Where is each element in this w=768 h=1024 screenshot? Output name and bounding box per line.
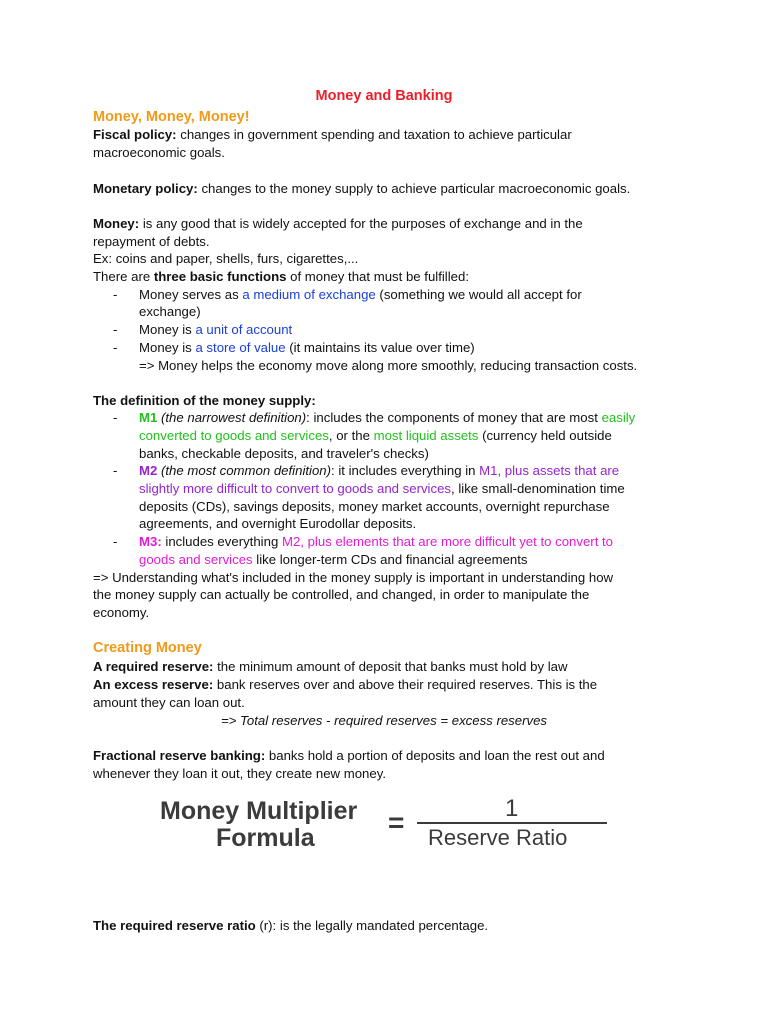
m3-label: M3: <box>139 534 162 549</box>
list-item <box>139 322 292 338</box>
m2-item-cont: deposits (CDs), savings deposits, money market accounts, overnight repurchase <box>139 499 610 514</box>
m1-text: (currency held outside <box>478 428 612 443</box>
m1-highlight: most liquid assets <box>373 428 479 443</box>
fiscal-policy-term: Fiscal policy: <box>93 127 177 142</box>
reserve-ratio-def: (r): is the legally mandated percentage. <box>255 918 489 933</box>
monetary-policy-term: Monetary policy: <box>93 181 198 196</box>
m2-highlight: slightly more difficult to convert to goods and services <box>139 481 452 496</box>
required-reserve-def: the minimum amount of deposit that banks must hold by law <box>213 659 568 674</box>
m3-item <box>139 534 613 550</box>
reserve-ratio-term: The required reserve ratio <box>93 918 256 933</box>
bullet-dash: - <box>113 340 118 355</box>
excess-reserve-line <box>93 677 597 693</box>
fractional-reserve-def-cont: whenever they loan it out, they create new money. <box>93 766 386 781</box>
list-item <box>139 340 475 356</box>
list-item-text: Money is <box>139 340 196 355</box>
bullet-dash: - <box>113 287 118 302</box>
m1-highlight: converted to goods and services <box>139 428 329 443</box>
functions-conclusion: => Money helps the economy move along more smoothly, reducing transaction costs. <box>139 358 638 373</box>
formula-denominator: Reserve Ratio <box>428 825 568 850</box>
money-supply-conclusion: => Understanding what's included in the money supply is important in understanding how <box>93 570 614 585</box>
m1-text: , or the <box>328 428 374 443</box>
m3-item-cont <box>139 552 528 568</box>
functions-intro-pre: There are <box>93 269 154 284</box>
reserve-ratio-line <box>93 918 488 934</box>
list-item-text: Money serves as <box>139 287 243 302</box>
formula-numerator: 1 <box>505 795 519 822</box>
formula-left-line2: Formula <box>216 824 315 852</box>
functions-intro-bold: three basic functions <box>153 269 287 284</box>
money-multiplier-formula <box>150 795 620 855</box>
fractional-reserve-term: Fractional reserve banking: <box>93 748 266 763</box>
m1-italic: (the narrowest definition) <box>157 410 307 425</box>
fiscal-policy-line <box>93 127 572 143</box>
bullet-dash: - <box>113 463 118 478</box>
list-item-cont: exchange) <box>139 304 201 319</box>
section-heading-money: Money, Money, Money! <box>93 109 250 125</box>
m2-highlight: M1, plus assets that are <box>479 463 620 478</box>
excess-reserve-term: An excess reserve: <box>93 677 214 692</box>
required-reserve-line <box>93 659 568 675</box>
money-def-cont: repayment of debts. <box>93 234 210 249</box>
money-supply-heading: The definition of the money supply: <box>93 393 316 408</box>
m1-item-cont <box>139 428 612 444</box>
fiscal-policy-def-cont: macroeconomic goals. <box>93 145 225 160</box>
fractional-reserve-line <box>93 748 605 764</box>
page-title: Money and Banking <box>315 88 453 104</box>
money-examples: Ex: coins and paper, shells, furs, cigarettes,... <box>93 251 359 266</box>
m1-highlight: easily <box>601 410 636 425</box>
m3-highlight: goods and services <box>139 552 253 567</box>
monetary-policy-line <box>93 181 630 197</box>
bullet-dash: - <box>113 534 118 549</box>
list-item-highlight: a store of value <box>195 340 286 355</box>
m2-item-cont <box>139 481 625 497</box>
m2-italic: (the most common definition) <box>157 463 332 478</box>
m3-text: like longer-term CDs and financial agreements <box>252 552 528 567</box>
section-heading-creating-money: Creating Money <box>93 640 202 656</box>
excess-reserve-def-cont: amount they can loan out. <box>93 695 245 710</box>
list-item-text: (something we would all accept for <box>375 287 582 302</box>
list-item-highlight: a unit of account <box>195 322 293 337</box>
formula-left-line1: Money Multiplier <box>160 797 358 825</box>
list-item-highlight: a medium of exchange <box>242 287 376 302</box>
formula-equals: = <box>388 807 405 838</box>
bullet-dash: - <box>113 410 118 425</box>
money-supply-conclusion-cont: the money supply can actually be controlled, and changed, in order to manipulate the <box>93 587 590 602</box>
m2-item-cont: agreements, and overnight Eurodollar deposits. <box>139 516 417 531</box>
m1-text: : includes the components of money that are most <box>306 410 602 425</box>
m1-item <box>139 410 635 426</box>
m2-text: , like small-denomination time <box>451 481 625 496</box>
m2-text: : it includes everything in <box>331 463 480 478</box>
money-supply-conclusion-cont: economy. <box>93 605 150 620</box>
money-line <box>93 216 583 232</box>
monetary-policy-def: changes to the money supply to achieve particular macroeconomic goals. <box>197 181 631 196</box>
required-reserve-term: A required reserve: <box>93 659 214 674</box>
functions-intro-post: of money that must be fulfilled: <box>286 269 470 284</box>
m1-label: M1 <box>139 410 158 425</box>
money-term: Money: <box>93 216 140 231</box>
list-item-text: (it maintains its value over time) <box>285 340 475 355</box>
fractional-reserve-def: banks hold a portion of deposits and loan the rest out and <box>265 748 605 763</box>
money-def: is any good that is widely accepted for the purposes of exchange and in the <box>139 216 583 231</box>
m2-label: M2 <box>139 463 158 478</box>
excess-reserve-def: bank reserves over and above their required reserves. This is the <box>213 677 598 692</box>
m2-item <box>139 463 619 479</box>
fiscal-policy-def: changes in government spending and taxation to achieve particular <box>176 127 572 142</box>
list-item-text: Money is <box>139 322 196 337</box>
m3-text: includes everything <box>161 534 282 549</box>
m3-highlight: M2, plus elements that are more difficult yet to convert to <box>281 534 614 549</box>
bullet-dash: - <box>113 322 118 337</box>
functions-intro <box>93 269 469 285</box>
list-item <box>139 287 582 303</box>
m1-item-cont: banks, checkable deposits, and traveler's checks) <box>139 446 429 461</box>
reserves-equation: => Total reserves - required reserves = excess reserves <box>220 713 548 728</box>
